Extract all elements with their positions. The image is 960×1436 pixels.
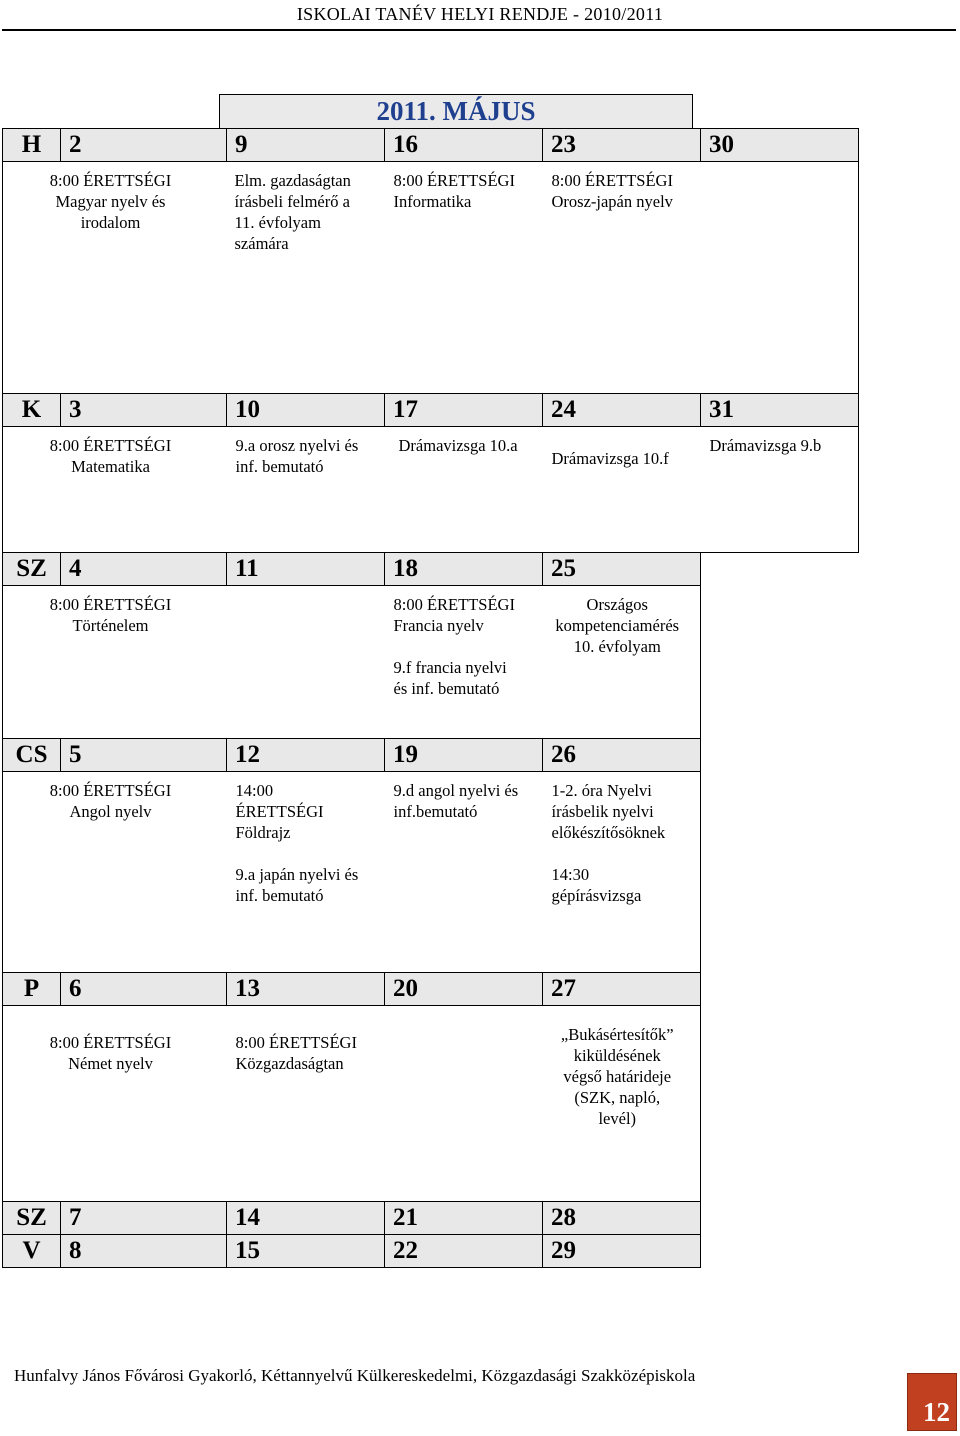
empty-cell [701,1006,859,1202]
event-cell [385,162,543,394]
date-cell: 20 [385,973,543,1006]
event-line: inf.bemutató [393,802,478,821]
date-cell: 30 [701,129,859,162]
event-line: Elm. gazdaságtan [234,171,351,190]
empty-cell [701,1202,859,1235]
event-line: Angol nyelv [69,802,152,821]
event-line: 8:00 ÉRETTSÉGI [393,595,515,614]
date-cell: 3 [61,394,227,427]
date-cell: 22 [385,1235,543,1268]
event-line: Matematika [71,457,150,476]
event-line: Magyar nyelv és [55,192,166,211]
date-cell: 29 [543,1235,701,1268]
weekday-label: V [3,1235,61,1268]
event-line: 11. évfolyam [234,213,321,232]
weekday-label: SZ [3,1202,61,1235]
event-line: számára [234,234,289,253]
event-cell [49,586,227,739]
event-line: 14:30 [551,865,590,884]
event-line: írásbeli felmérő a [234,192,350,211]
date-cell: 31 [701,394,859,427]
event-line: Földrajz [235,823,291,842]
event-line: Drámavizsga 10.f [551,449,669,468]
events-row-k [3,427,859,553]
event-line: Országos [586,595,648,614]
date-cell: 7 [61,1202,227,1235]
event-line: inf. bemutató [235,886,324,905]
event-line: előkészítősöknek [551,823,666,842]
event-line: 8:00 ÉRETTSÉGI [235,1033,357,1052]
header-divider [2,29,956,31]
date-cell: 18 [385,553,543,586]
month-title: 2011. MÁJUS [219,94,693,128]
weekday-label: SZ [3,553,61,586]
week-row-cs [3,739,859,772]
event-line: Drámavizsga 9.b [709,436,822,455]
event-line: 1-2. óra Nyelvi [551,781,652,800]
week-row-v [3,1235,859,1268]
event-cell [227,772,385,973]
week-row-h [3,129,859,162]
event-line: 9.f francia nyelvi [393,658,507,677]
empty-cell [701,739,859,772]
event-cell [49,772,227,973]
footer-school-name: Hunfalvy János Fővárosi Gyakorló, Kéttannyelvű Külkereskedelmi, Közgazdasági Szakközépiskola [14,1366,696,1385]
event-cell [385,586,543,739]
date-cell: 27 [543,973,701,1006]
event-cell [227,427,385,553]
date-cell: 16 [385,129,543,162]
events-row-sz [3,586,859,739]
date-cell: 2 [61,129,227,162]
date-cell: 14 [227,1202,385,1235]
event-line: ÉRETTSÉGI [235,802,324,821]
event-cell [49,427,227,553]
event-cell [385,427,543,553]
events-row-h [3,162,859,394]
empty-cell [701,586,859,739]
date-cell: 26 [543,739,701,772]
event-line: inf. bemutató [235,457,324,476]
event-line: Történelem [72,616,149,635]
event-line: levél) [598,1109,637,1128]
date-cell: 21 [385,1202,543,1235]
event-line: (SZK, napló, [574,1088,661,1107]
week-row-sz [3,553,859,586]
event-line: és inf. bemutató [393,679,500,698]
week-row-p [3,973,859,1006]
event-cell [543,162,701,394]
weekday-label: H [3,129,61,162]
event-line: irodalom [80,213,141,232]
date-cell: 28 [543,1202,701,1235]
date-cell: 17 [385,394,543,427]
page-header: ISKOLAI TANÉV HELYI RENDJE - 2010/2011 [296,4,664,24]
week-row-saturday [3,1202,859,1235]
event-cell [701,162,859,394]
event-line: 8:00 ÉRETTSÉGI [393,171,515,190]
event-line: Német nyelv [68,1054,153,1073]
date-cell: 25 [543,553,701,586]
event-line: 9.d angol nyelvi és [393,781,519,800]
event-cell [227,586,385,739]
date-cell: 4 [61,553,227,586]
date-cell: 13 [227,973,385,1006]
date-cell: 5 [61,739,227,772]
empty-cell [701,553,859,586]
event-line: gépírásvizsga [551,886,642,905]
event-cell [227,162,385,394]
page-number: 12 [923,1397,950,1427]
date-cell: 24 [543,394,701,427]
events-row-p [3,1006,859,1202]
date-cell: 6 [61,973,227,1006]
weekday-label: CS [3,739,61,772]
event-line: kiküldésének [573,1046,661,1065]
events-row-cs [3,772,859,973]
event-line: 8:00 ÉRETTSÉGI [49,595,172,614]
empty-cell [701,772,859,973]
event-cell [227,1006,385,1202]
event-line: Orosz-japán nyelv [551,192,673,211]
empty-cell [701,1235,859,1268]
date-cell: 9 [227,129,385,162]
event-line: 10. évfolyam [573,637,661,656]
event-line: írásbelik nyelvi [551,802,654,821]
event-line: 9.a orosz nyelvi és [235,436,359,455]
event-line: 8:00 ÉRETTSÉGI [49,781,172,800]
date-cell: 10 [227,394,385,427]
page-number-badge [907,1373,957,1431]
event-cell [543,586,701,739]
event-line: Francia nyelv [393,616,484,635]
event-line: Drámavizsga 10.a [398,436,518,455]
calendar-table [2,128,859,1268]
event-line: Informatika [393,192,472,211]
event-cell [543,1006,701,1202]
weekday-label: K [3,394,61,427]
empty-cell [701,973,859,1006]
event-cell [701,427,859,553]
date-cell: 23 [543,129,701,162]
date-cell: 12 [227,739,385,772]
event-line: végső határideje [563,1067,672,1086]
date-cell: 11 [227,553,385,586]
event-cell [543,427,701,553]
date-cell: 15 [227,1235,385,1268]
event-line: kompetenciamérés [555,616,680,635]
event-line: 8:00 ÉRETTSÉGI [551,171,673,190]
week-row-k [3,394,859,427]
weekday-label: P [3,973,61,1006]
event-cell [543,772,701,973]
date-cell: 8 [61,1235,227,1268]
event-cell [385,772,543,973]
event-line: 14:00 [235,781,274,800]
event-cell [49,1006,227,1202]
event-cell [385,1006,543,1202]
event-line: Közgazdaságtan [235,1054,344,1073]
event-line: 8:00 ÉRETTSÉGI [49,1033,172,1052]
event-cell [49,162,227,394]
event-line: 9.a japán nyelvi és [235,865,359,884]
date-cell: 19 [385,739,543,772]
event-line: 8:00 ÉRETTSÉGI [49,436,172,455]
event-line: „Bukásértesítők” [560,1025,674,1044]
event-line: 8:00 ÉRETTSÉGI [49,171,172,190]
